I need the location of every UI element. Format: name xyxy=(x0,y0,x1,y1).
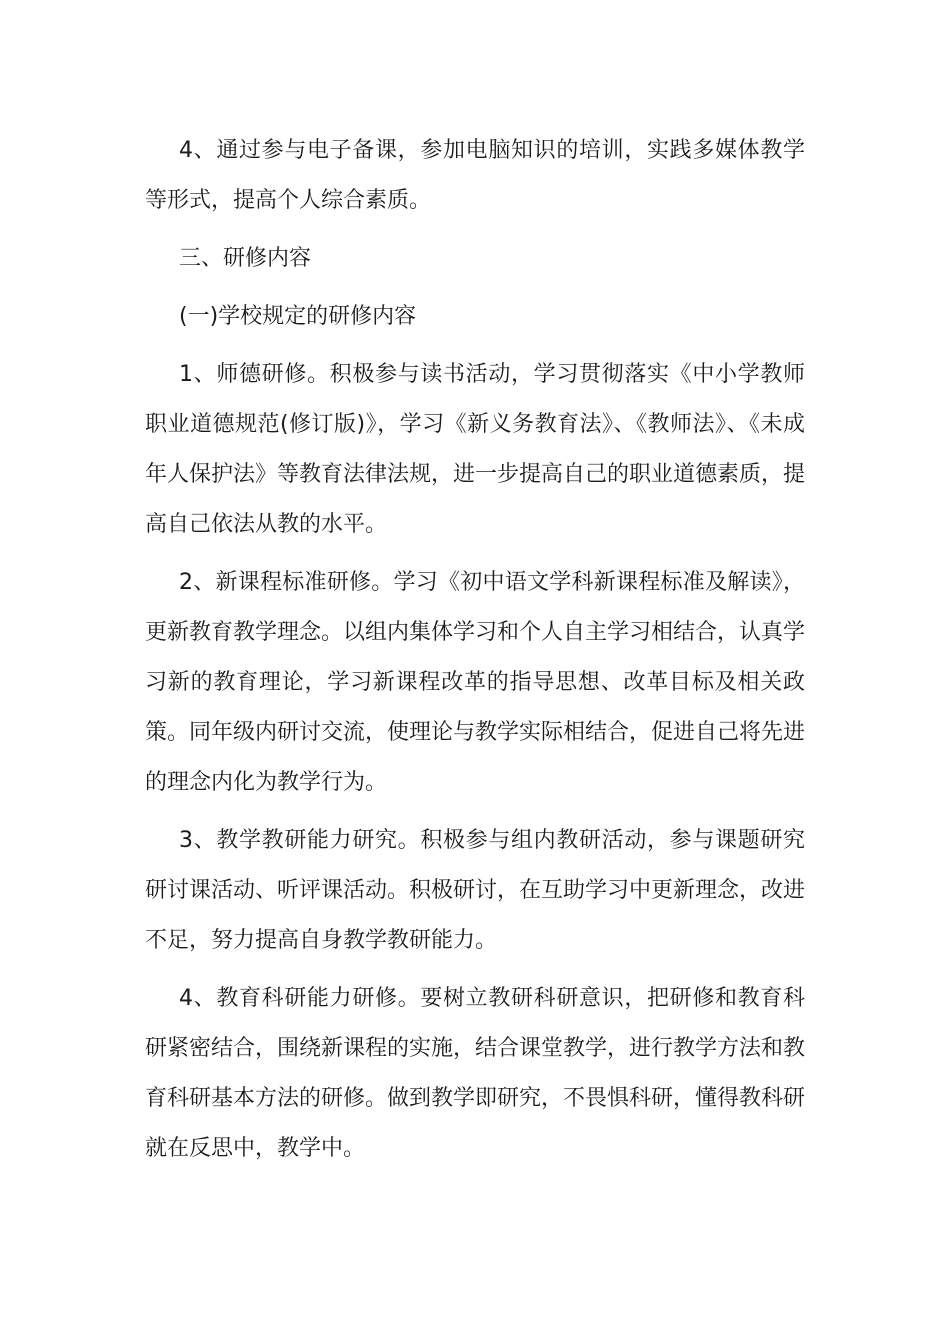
paragraph-teaching-research: 3、教学教研能力研究。积极参与组内教研活动，参与课题研究研讨课活动、听评课活动。积极研讨，在互助学习中更新理念，改进不足，努力提高自身教学教研能力。 xyxy=(145,828,806,953)
paragraph-curriculum-standard: 2、新课程标准研修。学习《初中语文学科新课程标准及解读》，更新教育教学理念。以组内集体学习和个人自主学习相结合，认真学习新的教育理论，学习新课程改革的指导思想、改革目标及相关政策。同年级内研讨交流，使理论与教学实际相结合，促进自己将先进的理念内化为教学行为。 xyxy=(145,570,806,795)
paragraph-item-4-training: 4、通过参与电子备课，参加电脑知识的培训，实践多媒体教学等形式，提高个人综合素质。 xyxy=(145,138,805,213)
paragraph-education-research: 4、教育科研能力研修。要树立教研科研意识，把研修和教育科研紧密结合，围绕新课程的实施，结合课堂教学，进行教学方法和教育科研基本方法的研修。做到教学即研究，不畏惧科研，懂得教科研就在反思中，教学中。 xyxy=(145,986,806,1161)
subsection-heading-school-content: (一)学校规定的研修内容 xyxy=(179,304,417,329)
paragraph-ethics-training: 1、师德研修。积极参与读书活动，学习贯彻落实《中小学教师职业道德规范(修订版)》，学习《新义务教育法》、《教师法》、《未成年人保护法》等教育法律法规，进一步提高自己的职业道德素质，提高自己依法从教的水平。 xyxy=(145,362,806,537)
section-heading-research-content: 三、研修内容 xyxy=(179,246,312,271)
document-body xyxy=(145,126,805,1174)
